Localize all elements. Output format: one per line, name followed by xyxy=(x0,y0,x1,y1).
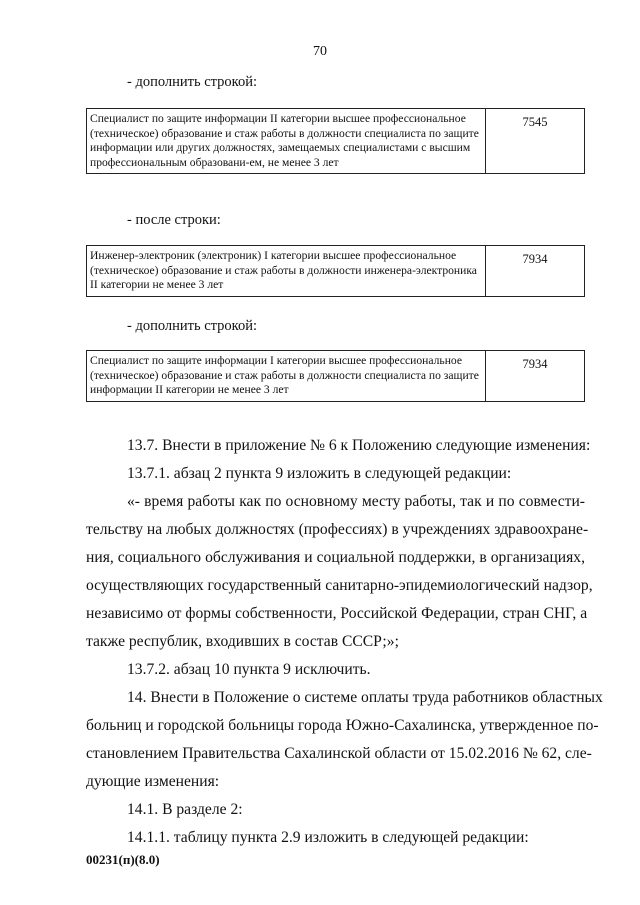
quote-line-5: независимо от формы собственности, Российской Федерации, стран СНГ, а xyxy=(86,605,588,622)
page-number: 70 xyxy=(313,44,327,59)
salary-value: 7934 xyxy=(486,351,585,402)
instruction-add-row-2: - дополнить строкой: xyxy=(127,318,258,334)
position-description: Специалист по защите информации II категории высшее профессиональное (техническое) образование и стаж работы в должности специалиста по защите информации или других должностях, замещаемых специалистами с высшим профессиональным образовани-ем, не менее 3 лет xyxy=(87,109,486,174)
instruction-add-row-1: - дополнить строкой: xyxy=(127,74,258,90)
quote-line-2: тельству на любых должностях (профессиях) в учреждениях здравоохране- xyxy=(86,521,589,538)
paragraph-13-7-1: 13.7.1. абзац 2 пункта 9 изложить в следующей редакции: xyxy=(127,465,512,482)
table-row-engineer-i xyxy=(86,245,585,297)
quote-line-6: также республик, входивших в состав СССР;»; xyxy=(86,633,399,650)
paragraph-13-7-2: 13.7.2. абзац 10 пункта 9 исключить. xyxy=(127,661,371,678)
paragraph-14-line-4: дующие изменения: xyxy=(86,773,220,790)
position-description: Специалист по защите информации I категории высшее профессиональное (техническое) образование и стаж работы в должности специалиста по защите информации II категории не менее 3 лет xyxy=(87,351,486,402)
table-row-specialist-ii xyxy=(86,108,585,174)
instruction-after-row: - после строки: xyxy=(127,212,221,228)
quote-line-1: «- время работы как по основному месту работы, так и по совмести- xyxy=(127,493,585,510)
table-row-specialist-i xyxy=(86,350,585,402)
quote-line-3: ния, социального обслуживания и социальной поддержки, в организациях, xyxy=(86,549,585,566)
paragraph-14-1-1: 14.1.1. таблицу пункта 2.9 изложить в следующей редакции: xyxy=(127,829,529,846)
position-description: Инженер-электроник (электроник) I категории высшее профессиональное (техническое) образование и стаж работы в должности инженера-электроника II категории не менее 3 лет xyxy=(87,246,486,297)
salary-value: 7934 xyxy=(486,246,585,297)
paragraph-13-7: 13.7. Внести в приложение № 6 к Положению следующие изменения: xyxy=(127,437,591,454)
quote-line-4: осуществляющих государственный санитарно-эпидемиологический надзор, xyxy=(86,577,593,594)
paragraph-14-line-2: больниц и городской больницы города Южно-Сахалинска, утвержденное по- xyxy=(86,717,599,734)
paragraph-14-line-1: 14. Внести в Положение о системе оплаты труда работников областных xyxy=(127,689,603,706)
salary-value: 7545 xyxy=(486,109,585,174)
document-code: 00231(п)(8.0) xyxy=(86,852,160,867)
paragraph-14-line-3: становлением Правительства Сахалинской области от 15.02.2016 № 62, сле- xyxy=(86,745,592,762)
paragraph-14-1: 14.1. В разделе 2: xyxy=(127,801,243,818)
